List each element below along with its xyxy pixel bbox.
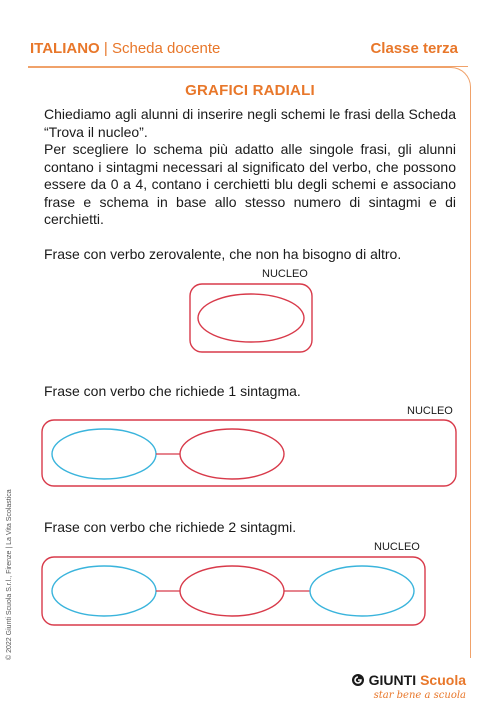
diagram-zerovalent: [190, 284, 312, 352]
giunti-g-icon: [351, 673, 365, 687]
caption-two-sintagmi: Frase con verbo che richiede 2 sintagmi.: [44, 519, 297, 535]
header-separator: |: [103, 40, 108, 57]
nucleo-label-2: NUCLEO: [407, 405, 453, 417]
header-grade: Classe terza: [370, 40, 458, 57]
sintagma-circle-3a: [52, 566, 156, 616]
diagram-two-sintagmi: [42, 557, 425, 625]
header-subject-label: ITALIANO: [30, 40, 100, 57]
sintagma-circle-2a: [52, 429, 156, 479]
diagram-one-sintagma: [42, 420, 456, 486]
nucleo-label-1: NUCLEO: [262, 268, 308, 280]
page-title: GRAFICI RADIALI: [185, 82, 315, 99]
side-credit: © 2022 Giunti Scuola S.r.l., Firenze | La Vita Scolastica: [6, 489, 13, 660]
verb-circle-3: [180, 566, 284, 616]
intro-paragraph-2: Per scegliere lo schema più adatto alle singole frasi, gli alunni contano i sintagmi necessari al significato del verbo, che possono essere da 0 a 4, contano i cerchietti blu degli schemi e associano frase e schema in base allo stesso numero di sintagmi e di cerchietti.: [44, 141, 456, 227]
header-subtitle: Scheda docente: [111, 40, 221, 57]
caption-zerovalent: Frase con verbo zerovalente, che non ha bisogno di altro.: [44, 246, 402, 262]
verb-circle-2: [180, 429, 284, 479]
logo-tagline: star bene a scuola: [373, 690, 466, 701]
intro-paragraph-1: Chiediamo agli alunni di inserire negli schemi le frasi della Scheda “Trova il nucleo”.: [44, 106, 456, 140]
caption-one-sintagma: Frase con verbo che richiede 1 sintagma.: [44, 383, 301, 399]
verb-circle-1: [198, 294, 304, 342]
logo-brand: GIUNTI: [368, 672, 417, 688]
logo-brand-accent: Scuola: [420, 672, 466, 688]
nucleo-label-3: NUCLEO: [374, 541, 420, 553]
giunti-logo: [351, 672, 466, 701]
nucleo-box-3: [42, 557, 425, 625]
sintagma-circle-3b: [310, 566, 414, 616]
logo-wordmark: [351, 672, 466, 688]
